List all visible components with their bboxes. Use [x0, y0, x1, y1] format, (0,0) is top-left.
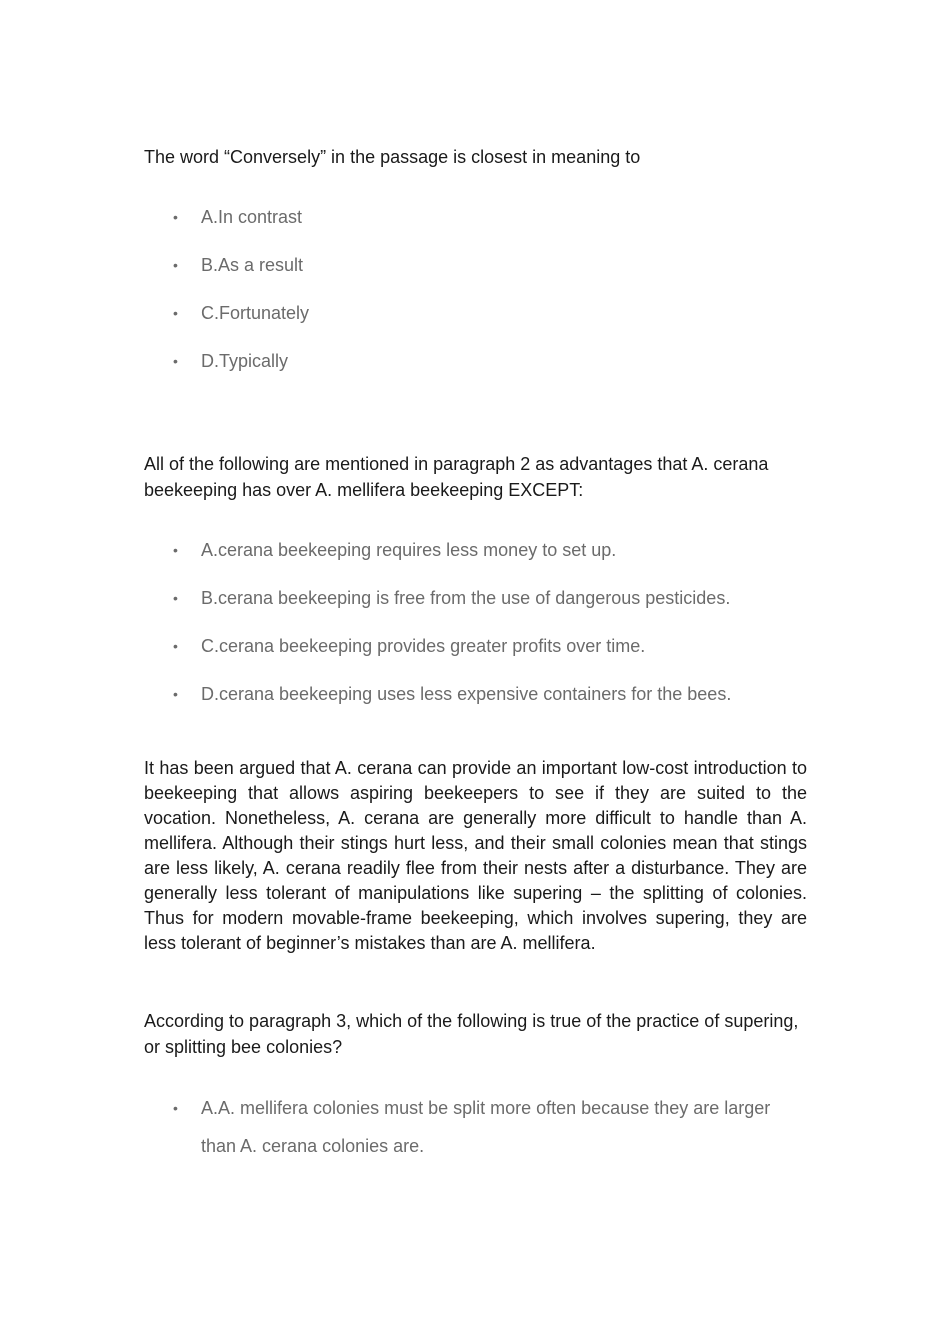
- option-label: D.cerana beekeeping uses less expensive containers for the bees.: [201, 684, 732, 704]
- bullet-icon: •: [173, 1100, 178, 1116]
- question-2-options: [144, 531, 807, 723]
- option-label: A.A. mellifera colonies must be split more often because they are larger than A. cerana colonies are.: [201, 1098, 771, 1156]
- option-item[interactable]: [144, 246, 807, 294]
- passage-paragraph-3: It has been argued that A. cerana can provide an important low-cost introduction to beekeeping that allows aspiring beekeepers to see if they are suited to the vocation. Nonetheless, A. cerana are generally more difficult to handle than A. mellifera. Although their stings hurt less, and their small colonies mean that stings are less likely, A. cerana readily flee from their nests after a disturbance. They are generally less tolerant of manipulations like supering – the splitting of colonies. Thus for modern movable-frame beekeeping, which involves supering, they are less tolerant of beginner’s mistakes than are A. mellifera.: [144, 758, 807, 953]
- option-item[interactable]: [144, 579, 807, 627]
- option-item[interactable]: [144, 294, 807, 342]
- bullet-icon: •: [173, 257, 178, 273]
- option-item[interactable]: [144, 675, 807, 723]
- bullet-icon: •: [173, 638, 178, 654]
- option-item[interactable]: [144, 1089, 807, 1165]
- option-item[interactable]: [144, 531, 807, 579]
- bullet-icon: •: [173, 209, 178, 225]
- bullet-icon: •: [173, 305, 178, 321]
- question-3-prompt: According to paragraph 3, which of the following is true of the practice of supering, or splitting bee colonies?: [144, 1011, 799, 1057]
- option-item[interactable]: [144, 627, 807, 675]
- question-1-options: [144, 198, 807, 390]
- option-item[interactable]: [144, 198, 807, 246]
- bullet-icon: •: [173, 590, 178, 606]
- question-1-prompt: The word “Conversely” in the passage is closest in meaning to: [144, 147, 641, 167]
- question-2-prompt: All of the following are mentioned in paragraph 2 as advantages that A. cerana beekeeping has over A. mellifera beekeeping EXCEPT:: [144, 454, 769, 500]
- question-3-options: [144, 1089, 807, 1165]
- bullet-icon: •: [173, 686, 178, 702]
- option-label: C.Fortunately: [201, 303, 310, 323]
- bullet-icon: •: [173, 542, 178, 558]
- option-label: B.As a result: [201, 255, 304, 275]
- option-label: B.cerana beekeeping is free from the use of dangerous pesticides.: [201, 588, 731, 608]
- option-label: A.cerana beekeeping requires less money to set up.: [201, 540, 617, 560]
- option-label: C.cerana beekeeping provides greater profits over time.: [201, 636, 646, 656]
- option-item[interactable]: [144, 342, 807, 390]
- option-label: D.Typically: [201, 351, 289, 371]
- option-label: A.In contrast: [201, 207, 303, 227]
- bullet-icon: •: [173, 353, 178, 369]
